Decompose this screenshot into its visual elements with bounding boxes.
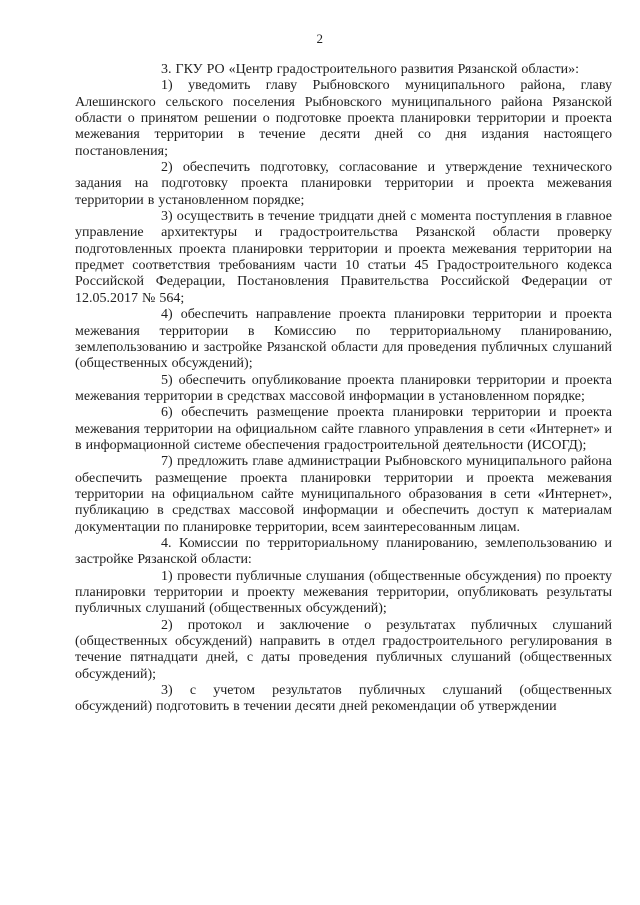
paragraph-text: обеспечить подготовку, согласование и утверждение технического задания на подготовку проекта планировки территории и проекта межевания территории в установленном порядке; <box>75 160 612 208</box>
paragraph-text: осуществить в течение тридцати дней с момента поступления в главное управление архитектуры и градостроительства Рязанской области проверку подготовленных проекта планировки территории и проекта межевания территории на предмет соответствия требованиям части 10 статьи 45 Градостроительного кодекса Российской Федерации, Постановления Правительства Российской Федерации от 12.05.2017 № 564; <box>75 209 613 306</box>
paragraph-number: 4. <box>161 535 172 551</box>
paragraph-text: ГКУ РО «Центр градостроительного развития Рязанской области»: <box>175 62 580 77</box>
paragraph-text: обеспечить опубликование проекта планировки территории и проекта межевания территории в средствах массовой информации в установленном порядке; <box>75 372 612 404</box>
paragraph-item-3-2 <box>75 160 612 209</box>
paragraph-number: 4) <box>161 307 173 323</box>
page-number: 2 <box>316 31 324 46</box>
paragraph-number: 7) <box>161 454 173 470</box>
paragraph-item-4-2 <box>75 618 612 683</box>
paragraph-item-3-5 <box>75 373 612 406</box>
paragraph-number: 2) <box>161 617 173 633</box>
document-body <box>75 62 612 716</box>
paragraph-number: 3. <box>161 62 172 77</box>
paragraph-text: с учетом результатов публичных слушаний (общественных обсуждений) подготовить в течении десяти дней рекомендации об утверждении <box>75 683 612 715</box>
paragraph-text: предложить главе администрации Рыбновского муниципального района обеспечить размещение проекта планировки территории и проекта межевания территории на официальном сайте муниципального образования в сети «Интернет», публикацию в средствах массовой информации и обеспечить доступ к материалам документации по планировке территории, всем заинтересованным лицам. <box>75 454 613 535</box>
paragraph-item-3-3 <box>75 209 612 307</box>
paragraph-number: 6) <box>161 405 173 421</box>
paragraph-text: провести публичные слушания (общественные обсуждения) по проекту планировки территории и проекту межевания территории, опубликовать результаты публичных слушаний (общественных обсуждений); <box>75 568 613 617</box>
paragraph-item-3-7 <box>75 454 612 536</box>
paragraph-number: 5) <box>161 372 173 388</box>
paragraph-item-4-3 <box>75 683 612 716</box>
paragraph-text: протокол и заключение о результатах публичных слушаний (общественных обсуждений) направить в отдел градостроительного регулирования в течение пятнадцати дней, с даты проведения публичных слушаний (общественных обсуждений); <box>75 617 613 682</box>
paragraph-section-4 <box>75 536 612 569</box>
paragraph-section-3 <box>75 62 612 78</box>
paragraph-number: 3) <box>161 209 173 225</box>
paragraph-item-3-6 <box>75 405 612 454</box>
paragraph-number: 3) <box>161 683 173 699</box>
paragraph-text: обеспечить направление проекта планировки территории и проекта межевания территории в Комиссию по территориальному планированию, землепользованию и застройке Рязанской области для проведения публичных слушаний (общественных обсуждений); <box>75 307 612 372</box>
paragraph-number: 1) <box>161 568 173 584</box>
paragraph-text: уведомить главу Рыбновского муниципального района, главу Алешинского сельского поселения Рыбновского муниципального района Рязанской области о принятом решении о подготовке проекта планировки территории и проекта межевания территории в течение десяти дней со дня издания настоящего постановления; <box>75 78 613 159</box>
paragraph-text: обеспечить размещение проекта планировки территории и проекта межевания территории на официальном сайте главного управления в сети «Интернет» и в информационной системе обеспечения градостроительной деятельности (ИСОГД); <box>75 405 612 453</box>
paragraph-item-4-1 <box>75 569 612 618</box>
paragraph-item-3-1 <box>75 78 612 160</box>
paragraph-number: 1) <box>161 78 173 94</box>
paragraph-item-3-4 <box>75 307 612 372</box>
paragraph-text: Комиссии по территориальному планированию, землепользованию и застройке Рязанской области: <box>75 535 612 568</box>
paragraph-number: 2) <box>161 160 173 176</box>
